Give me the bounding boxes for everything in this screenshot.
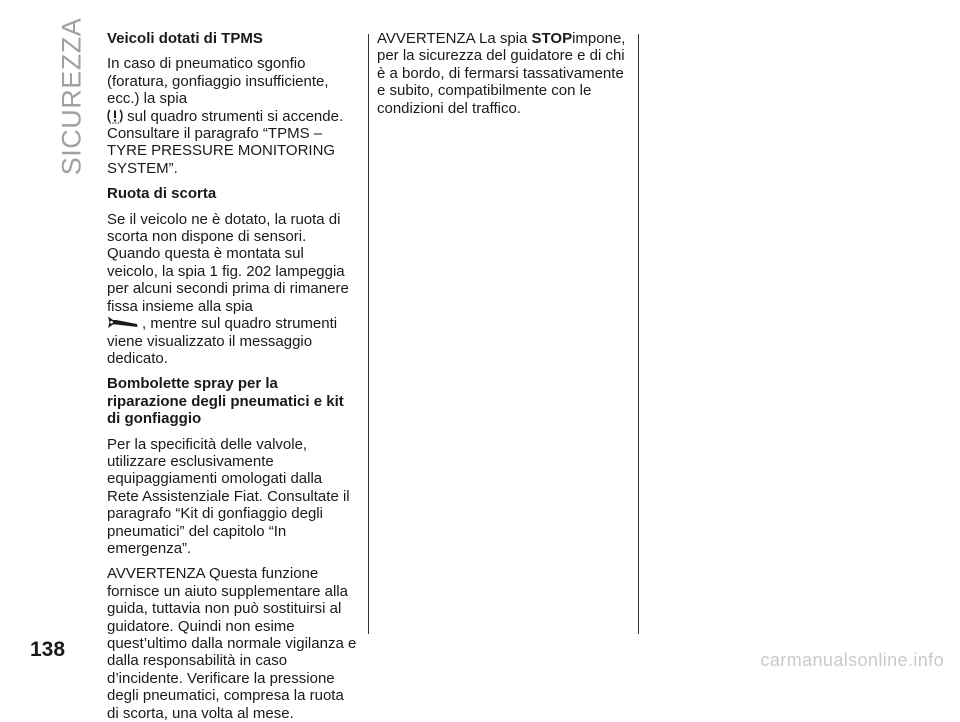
paragraph-stop-warning <box>377 30 632 117</box>
paragraph-spare-text-b: , mentre sul quadro strumenti viene visualizzato il messaggio dedicato. <box>107 315 338 367</box>
column-divider-right <box>638 34 639 634</box>
section-title: SICUREZZA <box>56 17 87 175</box>
paragraph-tpms <box>107 55 357 177</box>
paragraph-warning: AVVERTENZA Questa funzione fornisce un aiuto supplementare alla guida, tuttavia non può sostituirsi al guidatore. Quindi non esime quest’ultimo dalla normale vigilanza e dalla responsabilità in caso d’incidente. Verificare la pressione degli pneumatici, compresa la ruota di scorta, una volta al mese. <box>107 565 357 722</box>
heading-tpms: Veicoli dotati di TPMS <box>107 30 263 47</box>
stop-text-a: AVVERTENZA La spia <box>377 30 532 47</box>
page-number: 138 <box>30 638 66 661</box>
paragraph-spare-wheel <box>107 211 357 368</box>
stop-label: STOP <box>531 30 573 47</box>
right-column <box>377 30 632 117</box>
paragraph-spare-text-a: Se il veicolo ne è dotato, la ruota di scorta non dispone di sensori. Quando questa è montata sul veicolo, la spia 1 fig. 202 lampeggia per alcuni secondi prima di rimanere fissa insieme alla spia <box>107 210 349 315</box>
wrench-icon <box>107 315 139 329</box>
left-column <box>107 30 357 722</box>
column-divider-left <box>368 34 369 634</box>
paragraph-spray-kit: Per la specificità delle valvole, utilizzare esclusivamente equipaggiamenti omologati dalla Rete Assistenziale Fiat. Consultate il paragrafo “Kit di gonfiaggio degli pneumatici” del capitolo “In emergenza”. <box>107 435 350 557</box>
section-tab <box>52 17 92 175</box>
watermark: carmanualsonline.info <box>760 650 944 670</box>
paragraph-tpms-text-a: In caso di pneumatico sgonfio (foratura, gonfiaggio insufficiente, ecc.) la spia <box>107 55 329 108</box>
stop-text-b: impone, per la sicurezza del guidatore e di chi è a bordo, di fermarsi tassativamente e subito, compatibilmente con le condizioni del traffico. <box>377 30 626 117</box>
tpms-warning-icon <box>107 108 123 124</box>
heading-spare-wheel: Ruota di scorta <box>107 185 217 203</box>
paragraph-tpms-text-b: sul quadro strumenti si accende. Consultare il paragrafo “TPMS – TYRE PRESSURE MONITORING SYSTEM”. <box>107 107 344 177</box>
heading-spray-kit: Bombolette spray per la riparazione degli pneumatici e kit di gonfiaggio <box>107 375 344 428</box>
